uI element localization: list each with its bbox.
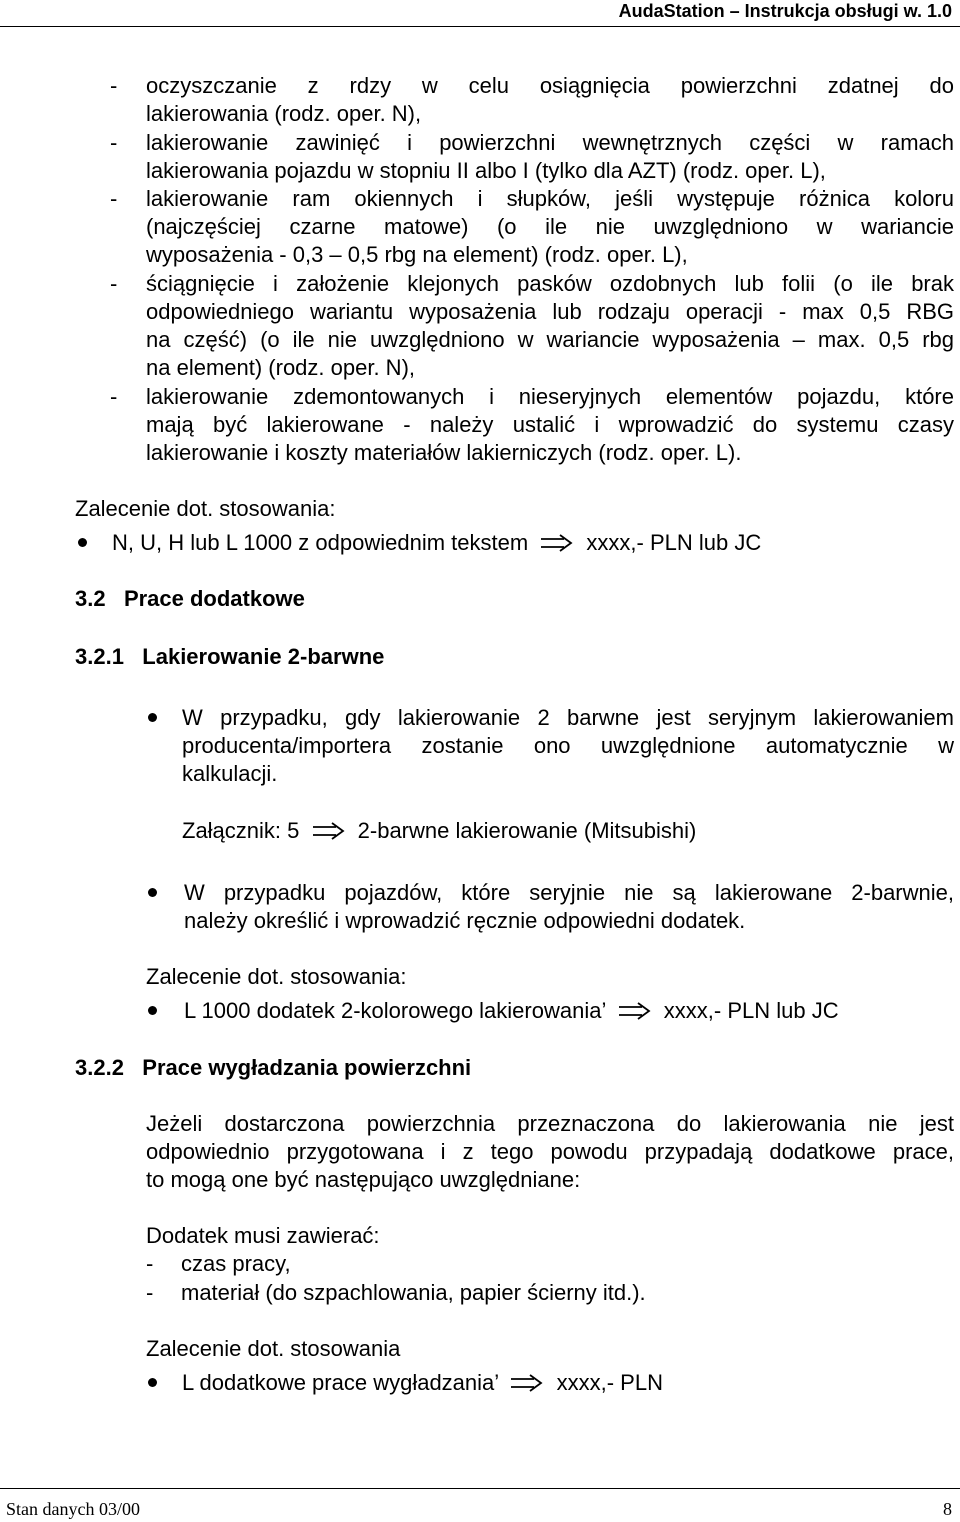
section-heading-3-2-1 — [75, 643, 384, 671]
paragraph-line: należy określić i wprowadzić ręcznie odpowiedni dodatek. — [184, 908, 746, 933]
section-heading-3-2-2 — [75, 1054, 471, 1082]
recommendation-code: L dodatkowe prace wygładzania’ — [182, 1370, 499, 1395]
list-item-line: na część) (o ile nie uwzględniono w wariancie wyposażenia – max. 0,5 rbg — [146, 327, 954, 352]
recommendation-label: Zalecenie dot. stosowania: — [75, 496, 336, 521]
paragraph-line: W przypadku, gdy lakierowanie 2 barwne jest seryjnym lakierowaniem — [182, 705, 954, 730]
list-item-line: oczyszczanie z rdzy w celu osiągnięcia powierzchni zdatnej do — [146, 73, 954, 98]
attachment-title: 2-barwne lakierowanie (Mitsubishi) — [357, 818, 697, 843]
paragraph-line: Jeżeli dostarczona powierzchnia przeznaczona do lakierowania nie jest — [146, 1111, 954, 1136]
recommendation-price: xxxx,- PLN lub JC — [663, 998, 839, 1023]
recommendation-price: xxxx,- PLN lub JC — [586, 530, 762, 555]
requirements-label: Dodatek musi zawierać: — [146, 1223, 380, 1248]
page-number: 8 — [943, 1499, 952, 1519]
recommendation-line — [182, 1369, 663, 1397]
list-item-line: wyposażenia - 0,3 – 0,5 rbg na element) (rodz. oper. L), — [146, 242, 688, 267]
recommendation-line — [184, 997, 839, 1025]
attachment-ref: Załącznik: 5 — [182, 818, 300, 843]
paragraph-line: producenta/importera zostanie ono uwzględnione automatycznie w — [182, 733, 954, 758]
dash-marker: - — [146, 1251, 154, 1276]
list-item-line: lakierowanie ram okiennych i słupków, jeśli występuje różnica koloru — [146, 186, 954, 211]
footer-data-state: Stan danych 03/00 — [6, 1499, 140, 1519]
double-arrow-icon — [312, 821, 346, 841]
list-item-line: na element) (rodz. oper. N), — [146, 355, 416, 380]
dash-marker: - — [110, 384, 118, 409]
list-item-line: lakierowania (rodz. oper. N), — [146, 101, 422, 126]
list-item-line: (najczęściej czarne matowe) (o ile nie uwzględniono w wariancie — [146, 214, 954, 239]
list-item-line: odpowiedniego wariantu wyposażenia lub rodzaju operacji - max 0,5 RBG — [146, 299, 954, 324]
bullet-icon — [148, 713, 157, 722]
list-item-line: lakierowanie zawinięć i powierzchni wewnętrznych części w ramach — [146, 130, 954, 155]
header-divider — [0, 26, 960, 27]
section-heading-3-2 — [75, 585, 305, 613]
double-arrow-icon — [540, 533, 574, 553]
attachment-line — [182, 817, 696, 845]
section-title: Prace wygładzania powierzchni — [142, 1055, 472, 1080]
recommendation-label: Zalecenie dot. stosowania — [146, 1336, 401, 1361]
section-title: Prace dodatkowe — [123, 586, 305, 611]
recommendation-line — [112, 529, 761, 557]
paragraph-line: kalkulacji. — [182, 761, 278, 786]
bullet-icon — [148, 888, 157, 897]
dash-marker: - — [110, 73, 118, 98]
double-arrow-icon — [618, 1001, 652, 1021]
list-item-line: mają być lakierowane - należy ustalić i wprowadzić do systemu czasy — [146, 412, 954, 437]
dash-marker: - — [146, 1280, 154, 1305]
dash-marker: - — [110, 271, 118, 296]
paragraph-line: odpowiednio przygotowana i z tego powodu przypadają dodatkowe prace, — [146, 1139, 954, 1164]
dash-marker: - — [110, 186, 118, 211]
paragraph-line: W przypadku pojazdów, które seryjnie nie są lakierowane 2-barwnie, — [184, 880, 954, 905]
bullet-icon — [78, 538, 87, 547]
list-item-line: lakierowania pojazdu w stopniu II albo I (tylko dla AZT) (rodz. oper. L), — [146, 158, 826, 183]
footer-divider — [0, 1488, 960, 1489]
double-arrow-icon — [510, 1373, 544, 1393]
requirement-item: materiał (do szpachlowania, papier ścierny itd.). — [181, 1280, 646, 1305]
list-item-line: lakierowanie zdemontowanych i nieseryjnych elementów pojazdu, które — [146, 384, 954, 409]
list-item-line: lakierowanie i koszty materiałów lakierniczych (rodz. oper. L). — [146, 440, 742, 465]
recommendation-label: Zalecenie dot. stosowania: — [146, 964, 407, 989]
paragraph-line: to mogą one być następująco uwzględniane: — [146, 1167, 581, 1192]
dash-marker: - — [110, 130, 118, 155]
recommendation-code: N, U, H lub L 1000 z odpowiednim tekstem — [112, 530, 529, 555]
document-header-title: AudaStation – Instrukcja obsługi w. 1.0 — [618, 1, 952, 21]
bullet-icon — [148, 1006, 157, 1015]
section-number: 3.2.1 — [75, 644, 124, 669]
bullet-icon — [148, 1378, 157, 1387]
requirement-item: czas pracy, — [181, 1251, 291, 1276]
section-number: 3.2 — [75, 586, 106, 611]
recommendation-price: xxxx,- PLN — [556, 1370, 663, 1395]
section-number: 3.2.2 — [75, 1055, 124, 1080]
recommendation-code: L 1000 dodatek 2-kolorowego lakierowania’ — [184, 998, 606, 1023]
list-item-line: ściągnięcie i założenie klejonych pasków ozdobnych lub folii (o ile brak — [146, 271, 954, 296]
section-title: Lakierowanie 2-barwne — [142, 644, 385, 669]
